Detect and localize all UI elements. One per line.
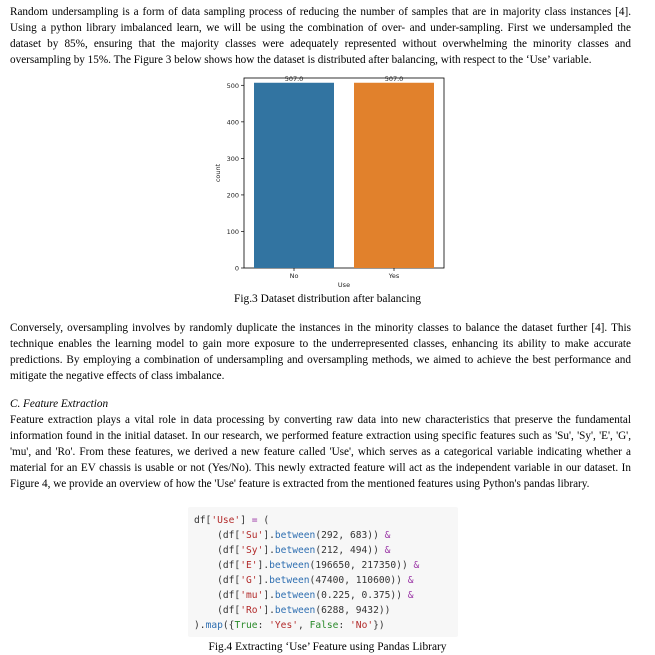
figure-3-caption: Fig.3 Dataset distribution after balancing (234, 293, 421, 305)
paragraph-oversampling: Conversely, oversampling involves by randomly duplicate the instances in the minority classes to balance the dataset further [4]. This technique enables the learning model to gain more exposure to the underrepresented classes, enhancing its ability to make accurate predictions. By employing a combination of undersampling and oversampling methods, we aimed to achieve the best performance and mitigate the negative effects of class imbalance. (10, 322, 631, 382)
y-tick-label: 300 (226, 154, 239, 163)
code-line: ).map({True: 'Yes', False: 'No'}) (194, 620, 385, 631)
code-line: df['Use'] = ( (194, 515, 270, 526)
y-tick-label: 200 (226, 191, 239, 200)
code-line: (df['Ro'].between(6288, 9432)) (194, 605, 391, 616)
figure-4-caption: Fig.4 Extracting ‘Use’ Feature using Pandas Library (208, 641, 447, 653)
y-tick-label: 400 (226, 118, 239, 127)
bar-yes (354, 83, 434, 268)
code-line: (df['Su'].between(292, 683)) & (194, 530, 391, 541)
code-line: (df['E'].between(196650, 217350)) & (194, 560, 420, 571)
y-tick-label: 0 (234, 264, 239, 273)
y-tick-label: 100 (226, 227, 239, 236)
code-line: (df['G'].between(47400, 110600)) & (194, 575, 414, 586)
x-tick-label: Yes (388, 272, 400, 280)
bar-no (254, 83, 334, 268)
y-tick-label: 500 (226, 81, 239, 90)
data-label: 507.0 (384, 74, 404, 83)
code-block (188, 507, 458, 637)
code-line: (df['Sy'].between(212, 494)) & (194, 545, 391, 556)
code-line: (df['mu'].between(0.225, 0.375)) & (194, 590, 414, 601)
x-axis-label: Use (337, 281, 351, 289)
paragraph-feature-extraction: Feature extraction plays a vital role in data processing by converting raw data into new characteristics that preserve the fundamental information found in the initial dataset. In our research, we performed feature extraction using specific features such as 'Su', 'Sy', 'E', 'G', 'mu', and 'Ro'. From these features, we derived a new feature called 'Use', which serves as a categorical variable indicating whether a material for an EV chassis is usable or not (Yes/No). This newly extracted feature will act as the independent variable in our dataset. In Figure 4, we provide an overview of how the 'Use' feature is extracted from the mentioned features using Python's pandas library. (10, 414, 631, 490)
bar-chart (212, 70, 452, 290)
x-tick-label: No (289, 272, 299, 280)
data-label: 507.0 (284, 74, 304, 83)
paragraph-undersampling: Random undersampling is a form of data sampling process of reducing the number of samples that are in majority class instances [4]. Using a python library imbalanced learn, we will be using the combination of over- and under-sampling. First we undersampled the dataset by 85%, ensuring that the majority classes were adequately represented without overwhelming the minority classes and oversampling by 15%. The Figure 3 below shows how the dataset is distributed after balancing, with respect to the ‘Use’ variable. (10, 6, 631, 66)
section-heading: C. Feature Extraction (10, 398, 109, 410)
y-axis-label: count (214, 163, 222, 183)
